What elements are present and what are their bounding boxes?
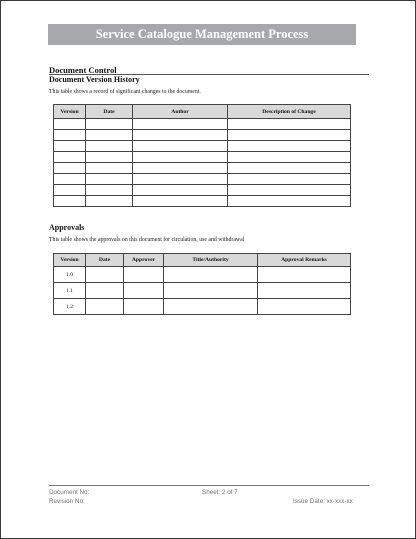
table-cell: 1.1 [54,283,86,299]
table-cell [133,152,228,163]
column-header-author: Author [133,105,228,119]
table-cell [124,283,164,299]
table-cell [86,267,124,283]
table-cell [133,119,228,130]
table-cell [54,185,86,196]
version-history-body [54,119,351,207]
table-cell [54,163,86,174]
table-cell [54,196,86,207]
table-cell [86,130,133,141]
table-cell [86,174,133,185]
column-header-description: Description of Change [228,105,351,119]
table-cell [228,163,351,174]
version-history-row [54,163,351,174]
table-cell [133,163,228,174]
footer-revision-no: Revision No: [49,498,85,505]
table-cell [86,185,133,196]
version-history-row [54,152,351,163]
table-cell [54,174,86,185]
table-cell [86,119,133,130]
version-history-row [54,119,351,130]
version-history-heading: Document Version History [49,75,140,84]
table-cell: 1.2 [54,299,86,315]
footer-sheet: Sheet: 2 of 7 [202,489,238,496]
table-cell [258,283,351,299]
table-cell [124,299,164,315]
table-cell [124,267,164,283]
table-cell [86,196,133,207]
column-header-date: Date [86,105,133,119]
approvals-row [54,299,351,315]
version-history-header-row [54,105,351,119]
table-cell [228,152,351,163]
approvals-row [54,283,351,299]
table-cell [133,130,228,141]
version-history-row [54,196,351,207]
table-cell [164,299,258,315]
column-header-approval-remarks: Approval Remarks [258,254,351,267]
table-cell [228,141,351,152]
table-cell [54,141,86,152]
approvals-heading: Approvals [49,223,85,232]
column-header-version: Version [54,105,86,119]
column-header-version: Version [54,254,86,267]
column-header-approver: Approver [124,254,164,267]
footer-document-no: Document No: [49,489,90,496]
table-cell [164,283,258,299]
table-cell [54,119,86,130]
version-history-row [54,174,351,185]
version-history-row [54,185,351,196]
version-history-description: This table shows a record of significant changes to the document. [49,89,201,95]
table-cell [228,119,351,130]
table-cell [133,141,228,152]
table-cell: 1.0 [54,267,86,283]
column-header-title-authority: Title/Authority [164,254,258,267]
table-cell [258,299,351,315]
footer-divider [49,485,369,486]
table-cell [228,174,351,185]
table-cell [133,185,228,196]
table-cell [133,196,228,207]
version-history-table [53,104,351,207]
table-cell [258,267,351,283]
version-history-row [54,141,351,152]
approvals-row [54,267,351,283]
table-cell [54,152,86,163]
table-cell [86,299,124,315]
version-history-row [54,130,351,141]
approvals-description: This table shows the approvals on this document for circulation, use and withdrawal [49,237,245,243]
table-cell [86,152,133,163]
table-cell [86,283,124,299]
table-cell [228,130,351,141]
table-cell [228,196,351,207]
document-control-heading: Document Control [49,65,117,75]
table-cell [86,141,133,152]
table-cell [133,174,228,185]
approvals-table [53,253,351,315]
column-header-date: Date [86,254,124,267]
table-cell [164,267,258,283]
footer-issue-date: Issue Date: xx-xxx-xx [293,498,353,505]
table-cell [86,163,133,174]
document-title: Service Catalogue Management Process [48,24,356,45]
approvals-body [54,267,351,315]
approvals-header-row [54,254,351,267]
table-cell [54,130,86,141]
table-cell [228,185,351,196]
